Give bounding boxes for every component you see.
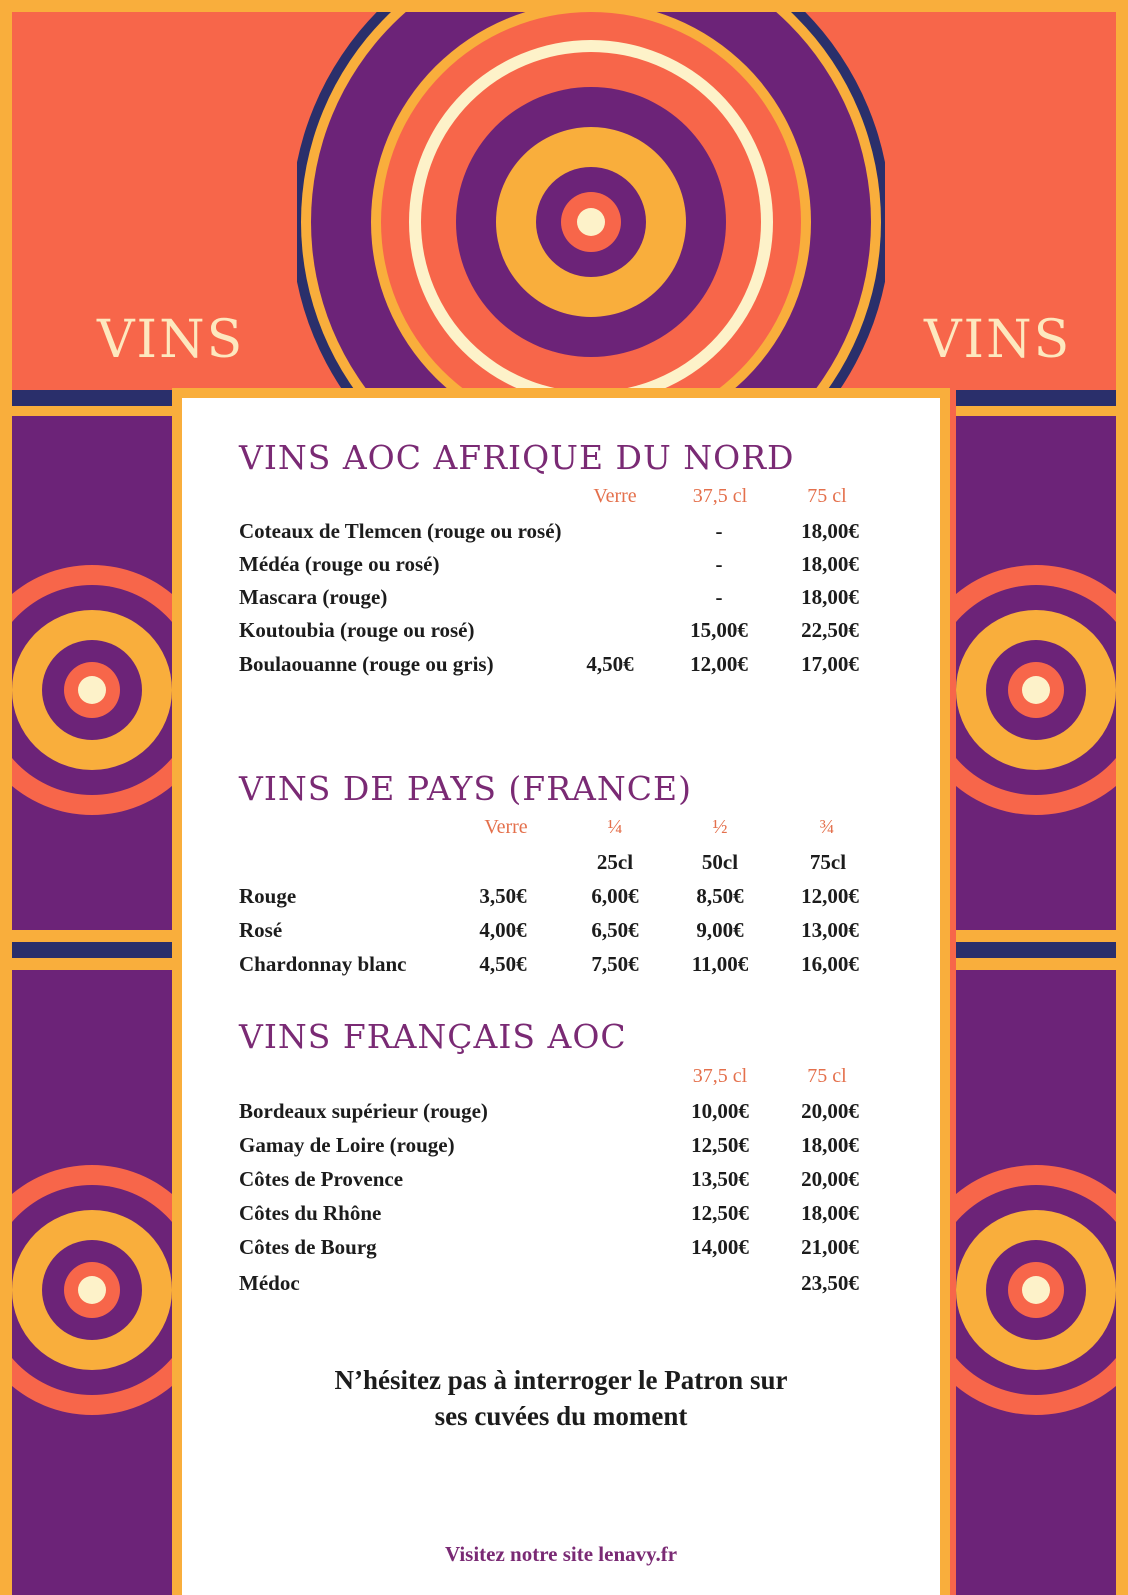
mandala-icon bbox=[297, 12, 885, 394]
volume-subheader: 50cl bbox=[701, 850, 739, 874]
column-header: 75 cl bbox=[807, 1065, 847, 1087]
price-cell: 4,00€ bbox=[479, 918, 527, 942]
column-header: 37,5 cl bbox=[692, 485, 748, 507]
price-cell: - bbox=[715, 585, 723, 609]
column-header: Verre bbox=[593, 485, 637, 507]
floral-pattern-icon bbox=[12, 390, 172, 1595]
patron-note bbox=[182, 1362, 940, 1434]
price-cell: 17,00€ bbox=[801, 652, 859, 676]
wine-name: Mascara (rouge) bbox=[239, 585, 388, 609]
price-cell: 18,00€ bbox=[801, 1133, 859, 1157]
price-cell: 12,50€ bbox=[691, 1133, 749, 1157]
volume-subheader: 25cl bbox=[596, 850, 634, 874]
price-cell: 21,00€ bbox=[801, 1235, 859, 1259]
column-header: ¾ bbox=[819, 816, 835, 838]
section-title-north-africa: VINS AOC AFRIQUE DU NORD bbox=[239, 438, 795, 477]
price-cell: 14,00€ bbox=[691, 1235, 749, 1259]
website-footer-link[interactable]: Visitez notre site lenavy.fr bbox=[444, 1542, 678, 1566]
wine-name: Côtes de Bourg bbox=[239, 1235, 377, 1259]
price-cell: 6,50€ bbox=[591, 918, 639, 942]
price-cell: 4,50€ bbox=[586, 652, 634, 676]
wine-name: Médéa (rouge ou rosé) bbox=[239, 552, 440, 576]
price-cell: 18,00€ bbox=[801, 519, 859, 543]
price-cell: 6,00€ bbox=[591, 884, 639, 908]
price-cell: 3,50€ bbox=[479, 884, 527, 908]
header-title-right: VINS bbox=[924, 310, 1072, 370]
price-cell: 10,00€ bbox=[691, 1099, 749, 1123]
left-decorative-column bbox=[12, 390, 172, 1595]
section-title-vins-francais: VINS FRANÇAIS AOC bbox=[239, 1017, 627, 1056]
column-header: ½ bbox=[712, 816, 728, 838]
price-cell: 4,50€ bbox=[479, 952, 527, 976]
wine-name: Bordeaux supérieur (rouge) bbox=[239, 1099, 488, 1123]
wine-name: Rouge bbox=[239, 884, 297, 908]
wine-name: Côtes de Provence bbox=[239, 1167, 404, 1191]
price-cell: 8,50€ bbox=[696, 884, 744, 908]
wine-name: Boulaouanne (rouge ou gris) bbox=[239, 652, 494, 676]
wine-name: Chardonnay blanc bbox=[239, 952, 407, 976]
price-cell: 12,50€ bbox=[691, 1201, 749, 1225]
header-title-left: VINS bbox=[97, 310, 245, 370]
price-cell: 12,00€ bbox=[801, 884, 859, 908]
price-cell: 13,00€ bbox=[801, 918, 859, 942]
price-cell: 23,50€ bbox=[801, 1271, 859, 1295]
mandala-decoration bbox=[297, 12, 885, 394]
floral-pattern-icon bbox=[956, 390, 1116, 1595]
price-cell: 15,00€ bbox=[690, 618, 748, 642]
wine-name: Côtes du Rhône bbox=[239, 1201, 382, 1225]
note-line: N’hésitez pas à interroger le Patron sur bbox=[334, 1365, 788, 1395]
price-cell: 7,50€ bbox=[591, 952, 639, 976]
price-cell: - bbox=[715, 519, 723, 543]
price-cell: 20,00€ bbox=[801, 1099, 859, 1123]
price-cell: 11,00€ bbox=[691, 952, 749, 976]
right-decorative-column bbox=[956, 390, 1116, 1595]
wine-name: Coteaux de Tlemcen (rouge ou rosé) bbox=[239, 519, 562, 543]
column-header: 37,5 cl bbox=[692, 1065, 748, 1087]
wine-name: Koutoubia (rouge ou rosé) bbox=[239, 618, 475, 642]
column-header: ¼ bbox=[607, 816, 623, 838]
column-header: Verre bbox=[484, 816, 528, 838]
price-cell: 18,00€ bbox=[801, 1201, 859, 1225]
price-cell: 18,00€ bbox=[801, 552, 859, 576]
wine-name: Gamay de Loire (rouge) bbox=[239, 1133, 455, 1157]
price-cell: 12,00€ bbox=[690, 652, 748, 676]
wine-name: Rosé bbox=[239, 918, 283, 942]
price-cell: - bbox=[715, 552, 723, 576]
wine-name: Médoc bbox=[239, 1271, 300, 1295]
column-header: 75 cl bbox=[807, 485, 847, 507]
section-title-vins-de-pays: VINS DE PAYS (FRANCE) bbox=[239, 769, 692, 808]
price-cell: 20,00€ bbox=[801, 1167, 859, 1191]
price-cell: 18,00€ bbox=[801, 585, 859, 609]
price-cell: 22,50€ bbox=[801, 618, 859, 642]
volume-subheader: 75cl bbox=[809, 850, 847, 874]
price-cell: 9,00€ bbox=[696, 918, 744, 942]
price-cell: 16,00€ bbox=[801, 952, 859, 976]
price-cell: 13,50€ bbox=[691, 1167, 749, 1191]
note-line: ses cuvées du moment bbox=[434, 1401, 688, 1431]
